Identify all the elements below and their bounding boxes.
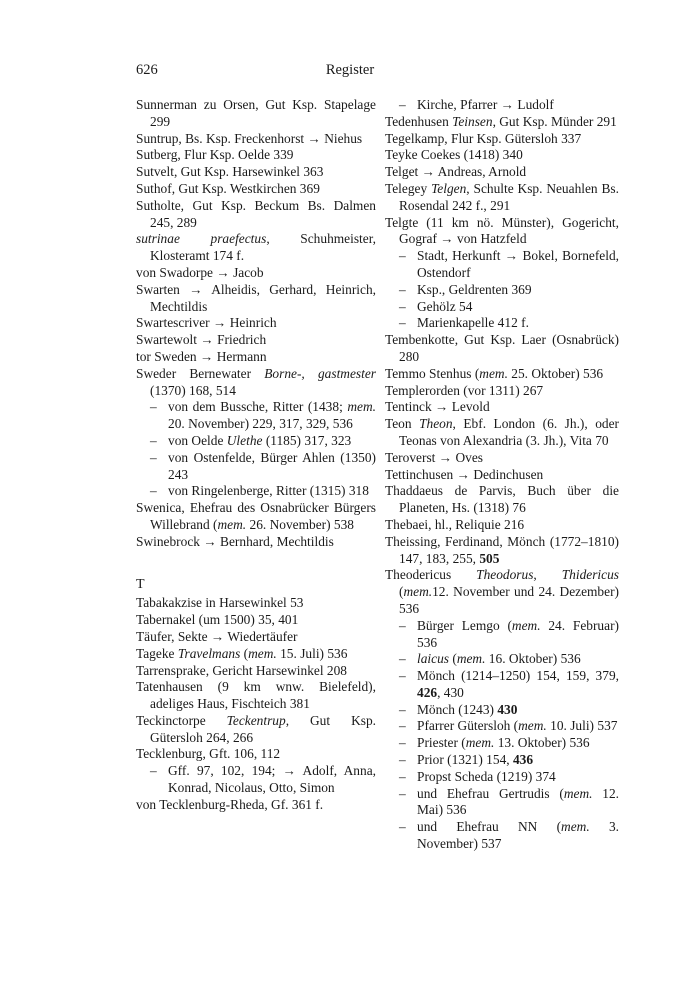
- entry-text: , Gut Ksp. Münder 291: [492, 113, 617, 129]
- entry-text: Tegelkamp, Flur Ksp. Gütersloh 337: [385, 130, 582, 146]
- entry-text: , 430: [437, 684, 464, 700]
- entry-text: T: [136, 576, 145, 592]
- subentry-dash: –: [399, 668, 406, 684]
- entry-text: Sweder Bernewater: [136, 365, 265, 381]
- entry-text: 10. Juli) 537: [546, 718, 618, 734]
- index-entry: [136, 366, 376, 400]
- entry-text: Telget → Andreas, Arnold: [385, 164, 527, 180]
- index-column-left: [136, 97, 376, 814]
- index-entry: [136, 349, 376, 366]
- index-entry: [385, 399, 619, 416]
- index-entry: [385, 114, 619, 131]
- entry-text: Tabakakzise in Harsewinkel 53: [136, 595, 304, 611]
- index-subentry: [385, 718, 619, 735]
- entry-text: Teckinctorpe: [136, 712, 227, 728]
- entry-text: mem.: [217, 516, 247, 532]
- entry-text: 426: [417, 684, 438, 700]
- subentry-dash: –: [150, 763, 157, 779]
- entry-text: Tageke: [136, 645, 178, 661]
- entry-text: Thidericus: [561, 567, 619, 583]
- index-subentry: [385, 786, 619, 820]
- index-entry: [385, 567, 619, 617]
- index-entry: [136, 131, 376, 148]
- entry-text: Sunnerman zu Orsen, Gut Ksp. Stapelage 299: [136, 97, 376, 129]
- entry-text: , Schuhmeister, Klosteramt 174 f.: [150, 231, 376, 264]
- entry-text: Sutholte, Gut Ksp. Beckum Bs. Dalmen 245, 289: [136, 197, 376, 230]
- entry-text: Tabernakel (um 1500) 35, 401: [136, 612, 299, 628]
- entry-text: Tembenkotte, Gut Ksp. Laer (Osnabrück) 280: [385, 332, 619, 364]
- entry-text: und Ehefrau NN (: [417, 819, 562, 835]
- index-entry: [136, 282, 376, 316]
- entry-text: Theon: [419, 416, 453, 432]
- index-entry: [136, 147, 376, 164]
- index-subentry: [385, 248, 619, 282]
- entry-text: mem.: [403, 584, 433, 600]
- entry-text: Mönch (1214–1250) 154, 159, 379,: [417, 668, 619, 684]
- entry-text: 436: [512, 752, 534, 768]
- entry-text: mem.: [456, 651, 486, 667]
- subentry-dash: –: [150, 449, 157, 465]
- entry-text: Tentinck → Levold: [385, 399, 490, 415]
- subentry-dash: –: [399, 752, 406, 768]
- running-head: Register: [325, 62, 375, 78]
- entry-text: (: [240, 645, 249, 661]
- entry-text: mem.: [561, 819, 590, 835]
- entry-text: von dem Bussche, Ritter (1438;: [168, 399, 348, 415]
- entry-text: von Ostenfelde, Bürger Ahlen (1350) 243: [168, 449, 376, 482]
- entry-text: Theissing, Ferdinand, Mönch (1772–1810) 147, 183, 255,: [385, 533, 619, 566]
- entry-text: 12. Mai) 536: [417, 785, 619, 818]
- entry-text: 505: [479, 550, 500, 566]
- entry-text: 24. Februar) 536: [417, 617, 619, 650]
- index-entry: [136, 315, 376, 332]
- entry-text: (1370) 168, 514: [150, 382, 236, 398]
- entry-text: Suntrup, Bs. Ksp. Freckenhorst → Niehus: [136, 130, 363, 146]
- subentry-dash: –: [150, 432, 157, 448]
- entry-text: Stadt, Herkunft → Bokel, Bornefeld, Ostendorf: [417, 248, 619, 280]
- index-entry: [385, 517, 619, 534]
- entry-text: , Ebf. London (6. Jh.), oder Teonas von Alexandria (3. Jh.), Vita 70: [399, 416, 619, 448]
- index-subentry: [136, 763, 376, 797]
- entry-text: Telgen: [431, 180, 467, 196]
- entry-text: Teinsen: [452, 113, 493, 129]
- index-entry: [136, 629, 376, 646]
- entry-text: Teon: [385, 416, 420, 432]
- entry-text: mem.: [563, 785, 593, 801]
- entry-text: , Schulte Ksp. Neuahlen Bs. Rosendal 242 f., 291: [399, 180, 619, 213]
- index-entry: [136, 534, 376, 551]
- entry-text: 16. Oktober) 536: [485, 651, 581, 667]
- entry-text: Mönch (1243): [417, 701, 498, 717]
- entry-text: Swarten → Alheidis, Gerhard, Heinrich, Mechtildis: [136, 281, 376, 314]
- entry-text: Telegey: [385, 180, 432, 196]
- index-entry: [385, 332, 619, 366]
- index-entry: [136, 332, 376, 349]
- entry-text: Swenica, Ehefrau des Osnabrücker Bürgers Willebrand (: [136, 500, 376, 532]
- entry-text: mem.: [479, 365, 508, 381]
- entry-text: Propst Scheda (1219) 374: [417, 768, 556, 784]
- index-subentry: [136, 433, 376, 450]
- entry-text: 25. Oktober) 536: [507, 365, 604, 381]
- subentry-dash: –: [399, 768, 406, 784]
- index-entry: [385, 483, 619, 517]
- entry-text: Templerorden (vor 1311) 267: [385, 382, 544, 398]
- entry-text: Gff. 97, 102, 194; → Adolf, Anna, Konrad, Nicolaus, Otto, Simon: [168, 763, 376, 796]
- entry-text: von Ringelenberge, Ritter (1315) 318: [168, 483, 369, 499]
- entry-text: Telgte (11 km nö. Münster), Gogericht, Gograf → von Hatzfeld: [385, 214, 619, 247]
- subentry-dash: –: [150, 483, 157, 499]
- subentry-dash: –: [399, 785, 406, 801]
- entry-text: 15. Juli) 536: [276, 645, 348, 661]
- entry-text: mem.: [347, 399, 376, 415]
- entry-text: 26. November) 538: [246, 516, 355, 532]
- subentry-dash: –: [399, 735, 406, 751]
- index-subentry: [385, 735, 619, 752]
- index-subentry: [136, 399, 376, 433]
- index-entry: [136, 231, 376, 265]
- entry-text: 12. November und 24. Dezember) 536: [399, 584, 619, 616]
- entry-text: Kirche, Pfarrer → Ludolf: [417, 97, 554, 112]
- subentry-dash: –: [399, 651, 406, 667]
- index-column-right: [385, 97, 619, 853]
- entry-text: Tedenhusen: [385, 113, 453, 129]
- page-number: 626: [136, 62, 158, 78]
- entry-text: Sutvelt, Gut Ksp. Harsewinkel 363: [136, 164, 324, 180]
- index-entry: [385, 164, 619, 181]
- entry-text: Temmo Stenhus (: [385, 365, 480, 381]
- index-entry: [136, 679, 376, 713]
- subentry-dash: –: [399, 315, 406, 331]
- index-entry: [385, 383, 619, 400]
- index-entry: [385, 215, 619, 249]
- subentry-dash: –: [399, 718, 406, 734]
- subentry-dash: –: [399, 819, 406, 835]
- index-entry: [136, 500, 376, 534]
- entry-text: 3. November) 537: [417, 819, 619, 852]
- entry-text: Thebaei, hl., Reliquie 216: [385, 516, 525, 532]
- index-entry: [385, 366, 619, 383]
- index-entry: [385, 534, 619, 568]
- entry-text: von Tecklenburg-Rheda, Gf. 361 f.: [136, 796, 324, 812]
- subentry-dash: –: [150, 399, 157, 415]
- entry-text: laicus: [417, 651, 449, 667]
- index-subentry: [385, 282, 619, 299]
- entry-text: Theodericus: [385, 567, 477, 583]
- index-subentry: [385, 299, 619, 316]
- entry-text: Tettinchusen → Dedinchusen: [385, 466, 544, 482]
- entry-text: mem.: [511, 617, 541, 633]
- entry-text: Ulethe: [226, 432, 263, 448]
- subentry-dash: –: [399, 298, 406, 314]
- subentry-dash: –: [399, 617, 406, 633]
- index-entry: [385, 181, 619, 215]
- entry-text: 430: [497, 701, 518, 717]
- index-entry: [136, 646, 376, 663]
- entry-text: mem.: [248, 645, 277, 661]
- entry-text: Tecklenburg, Gft. 106, 112: [136, 746, 281, 762]
- index-subentry: [385, 651, 619, 668]
- entry-text: Teyke Coekes (1418) 340: [385, 147, 523, 163]
- section-letter: [136, 577, 376, 594]
- entry-text: von Swadorpe → Jacob: [136, 264, 264, 280]
- entry-text: und Ehefrau Gertrudis (: [417, 785, 564, 801]
- index-entry: [385, 450, 619, 467]
- index-entry: [385, 467, 619, 484]
- entry-text: Tatenhausen (9 km wnw. Bielefeld), adeliges Haus, Fischteich 381: [136, 679, 376, 712]
- index-entry: [136, 713, 376, 747]
- entry-text: (: [449, 651, 457, 667]
- index-subentry: [385, 769, 619, 786]
- index-entry: [136, 164, 376, 181]
- entry-text: Prior (1321) 154,: [417, 752, 513, 768]
- index-entry: [136, 198, 376, 232]
- entry-text: (1185) 317, 323: [262, 432, 352, 448]
- entry-text: (: [399, 584, 404, 600]
- index-subentry: [385, 97, 619, 114]
- entry-text: Swartescriver → Heinrich: [136, 315, 277, 331]
- entry-text: 13. Oktober) 536: [494, 735, 590, 751]
- entry-text: Travelmans: [177, 645, 241, 661]
- entry-text: 20. November) 229, 317, 329, 536: [168, 416, 353, 432]
- index-entry: [136, 97, 376, 131]
- index-entry: [385, 416, 619, 450]
- subentry-dash: –: [399, 97, 406, 112]
- entry-text: Pfarrer Gütersloh (: [417, 718, 519, 734]
- index-subentry: [385, 819, 619, 853]
- entry-text: Priester (: [417, 735, 466, 751]
- index-subentry: [385, 668, 619, 702]
- entry-text: Teckentrup: [226, 712, 286, 728]
- entry-text: ,: [533, 567, 562, 583]
- entry-text: Swinebrock → Bernhard, Mechtildis: [136, 533, 334, 549]
- entry-text: Marienkapelle 412 f.: [417, 315, 529, 331]
- entry-text: sutrinae praefectus: [136, 231, 267, 247]
- entry-text: Tarrensprake, Gericht Harsewinkel 208: [136, 662, 347, 678]
- index-subentry: [385, 752, 619, 769]
- index-entry: [136, 746, 376, 763]
- index-entry: [136, 595, 376, 612]
- entry-text: Bürger Lemgo (: [417, 617, 512, 633]
- subentry-dash: –: [399, 701, 406, 717]
- entry-text: Teroverst → Oves: [385, 449, 483, 465]
- index-entry: [136, 265, 376, 282]
- entry-text: mem.: [518, 718, 547, 734]
- entry-text: Suthof, Gut Ksp. Westkirchen 369: [136, 180, 320, 196]
- entry-text: , Gut Ksp. Gütersloh 264, 266: [150, 712, 376, 745]
- index-entry: [385, 147, 619, 164]
- entry-text: Täufer, Sekte → Wiedertäufer: [136, 628, 298, 644]
- entry-text: Theodorus: [476, 567, 534, 583]
- entry-text: Thaddaeus de Parvis, Buch über die Planeten, Hs. (1318) 76: [385, 483, 619, 516]
- index-entry: [136, 797, 376, 814]
- index-entry: [136, 663, 376, 680]
- entry-text: Ksp., Geldrenten 369: [417, 281, 532, 297]
- index-subentry: [136, 483, 376, 500]
- index-entry: [136, 612, 376, 629]
- entry-text: von Oelde: [168, 432, 227, 448]
- index-entry: [385, 131, 619, 148]
- entry-text: mem.: [465, 735, 495, 751]
- index-subentry: [136, 450, 376, 484]
- entry-text: Gehölz 54: [417, 298, 473, 314]
- index-subentry: [385, 618, 619, 652]
- entry-text: Swartewolt → Friedrich: [136, 332, 267, 348]
- subentry-dash: –: [399, 248, 406, 264]
- subentry-dash: –: [399, 281, 406, 297]
- entry-text: tor Sweden → Hermann: [136, 348, 267, 364]
- entry-text: Borne-, gastmester: [264, 365, 376, 381]
- entry-text: Sutberg, Flur Ksp. Oelde 339: [136, 147, 294, 163]
- index-subentry: [385, 702, 619, 719]
- index-entry: [136, 181, 376, 198]
- index-subentry: [385, 315, 619, 332]
